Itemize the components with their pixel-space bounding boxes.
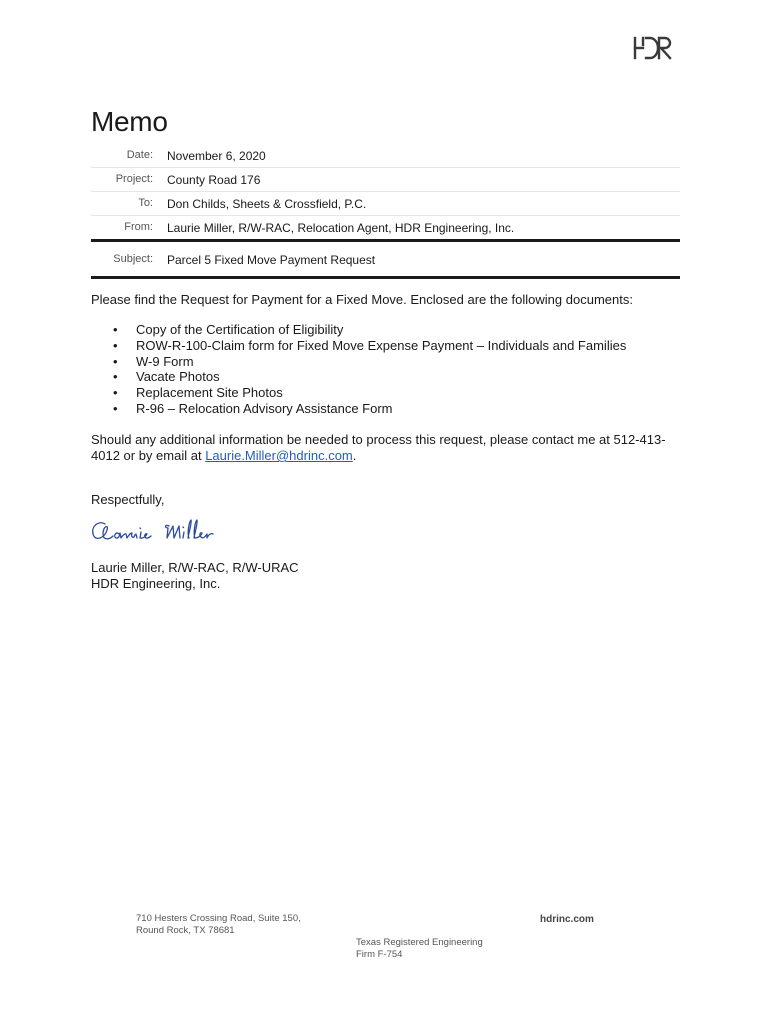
- list-item: [91, 369, 626, 385]
- list-item-text: R-96 – Relocation Advisory Assistance Form: [136, 400, 393, 416]
- list-item: [91, 401, 626, 417]
- list-item: [91, 354, 626, 370]
- header-row-subject: [91, 242, 680, 276]
- list-item-text: ROW-R-100-Claim form for Fixed Move Expense Payment – Individuals and Families: [136, 337, 627, 353]
- contact-text: Should any additional information be needed to process this request, please contact me at 512-413-4012 or by email at: [91, 432, 666, 463]
- signer-name: Laurie Miller, R/W-RAC, R/W-URAC: [91, 560, 299, 575]
- hdr-logo-mark: [633, 36, 673, 60]
- footer-website: hdrinc.com: [540, 914, 594, 925]
- email-link[interactable]: Laurie.Miller@hdrinc.com: [205, 448, 353, 463]
- subject-label: Subject:: [113, 253, 153, 265]
- bullet: •: [113, 353, 118, 369]
- footer-address: [136, 913, 301, 937]
- signature: [89, 514, 239, 553]
- signature-image: [89, 514, 239, 548]
- signer-company: HDR Engineering, Inc.: [91, 576, 221, 591]
- bullet: •: [113, 400, 118, 416]
- bullet: •: [113, 322, 118, 337]
- header-row-date: [91, 144, 680, 168]
- to-value: Don Childs, Sheets & Crossfield, P.C.: [167, 197, 367, 211]
- contact-end: .: [352, 448, 357, 463]
- registration-line-2: Firm F-754: [356, 949, 403, 960]
- address-line-2: Round Rock, TX 78681: [136, 925, 235, 936]
- list-item: [91, 338, 626, 354]
- list-item-text: Vacate Photos: [136, 369, 220, 385]
- header-row-from: [91, 216, 680, 239]
- subject-value: Parcel 5 Fixed Move Payment Request: [167, 253, 376, 267]
- list-item: [91, 322, 626, 338]
- bullet: •: [113, 385, 118, 401]
- list-item: [91, 385, 626, 401]
- date-label: Date:: [126, 149, 153, 161]
- hdr-logo: [633, 36, 673, 65]
- list-item-text: Replacement Site Photos: [136, 385, 283, 401]
- header-row-to: [91, 192, 680, 216]
- address-line-1: 710 Hesters Crossing Road, Suite 150,: [136, 913, 301, 924]
- from-label: From:: [124, 221, 153, 233]
- to-label: To:: [138, 197, 153, 209]
- memo-header: [91, 144, 680, 279]
- registration-line-1: Texas Registered Engineering: [356, 937, 483, 948]
- list-item-text: Copy of the Certification of Eligibility: [136, 322, 344, 337]
- header-row-project: [91, 168, 680, 192]
- intro-paragraph: Please find the Request for Payment for a Fixed Move. Enclosed are the following documents:: [91, 292, 633, 307]
- contact-paragraph: [91, 432, 691, 464]
- from-value: Laurie Miller, R/W-RAC, Relocation Agent, HDR Engineering, Inc.: [167, 221, 515, 235]
- project-label: Project:: [115, 173, 153, 185]
- list-item-text: W-9 Form: [136, 353, 194, 369]
- signer-block: [91, 560, 299, 592]
- bullet: •: [113, 369, 118, 385]
- date-value: November 6, 2020: [167, 149, 266, 163]
- project-value: County Road 176: [167, 173, 261, 187]
- header-divider-bottom: [91, 276, 680, 279]
- memo-title: Memo: [91, 106, 168, 137]
- document-list: [91, 322, 626, 417]
- footer-registration: [356, 937, 483, 961]
- bullet: •: [113, 337, 118, 353]
- closing: Respectfully,: [91, 492, 165, 507]
